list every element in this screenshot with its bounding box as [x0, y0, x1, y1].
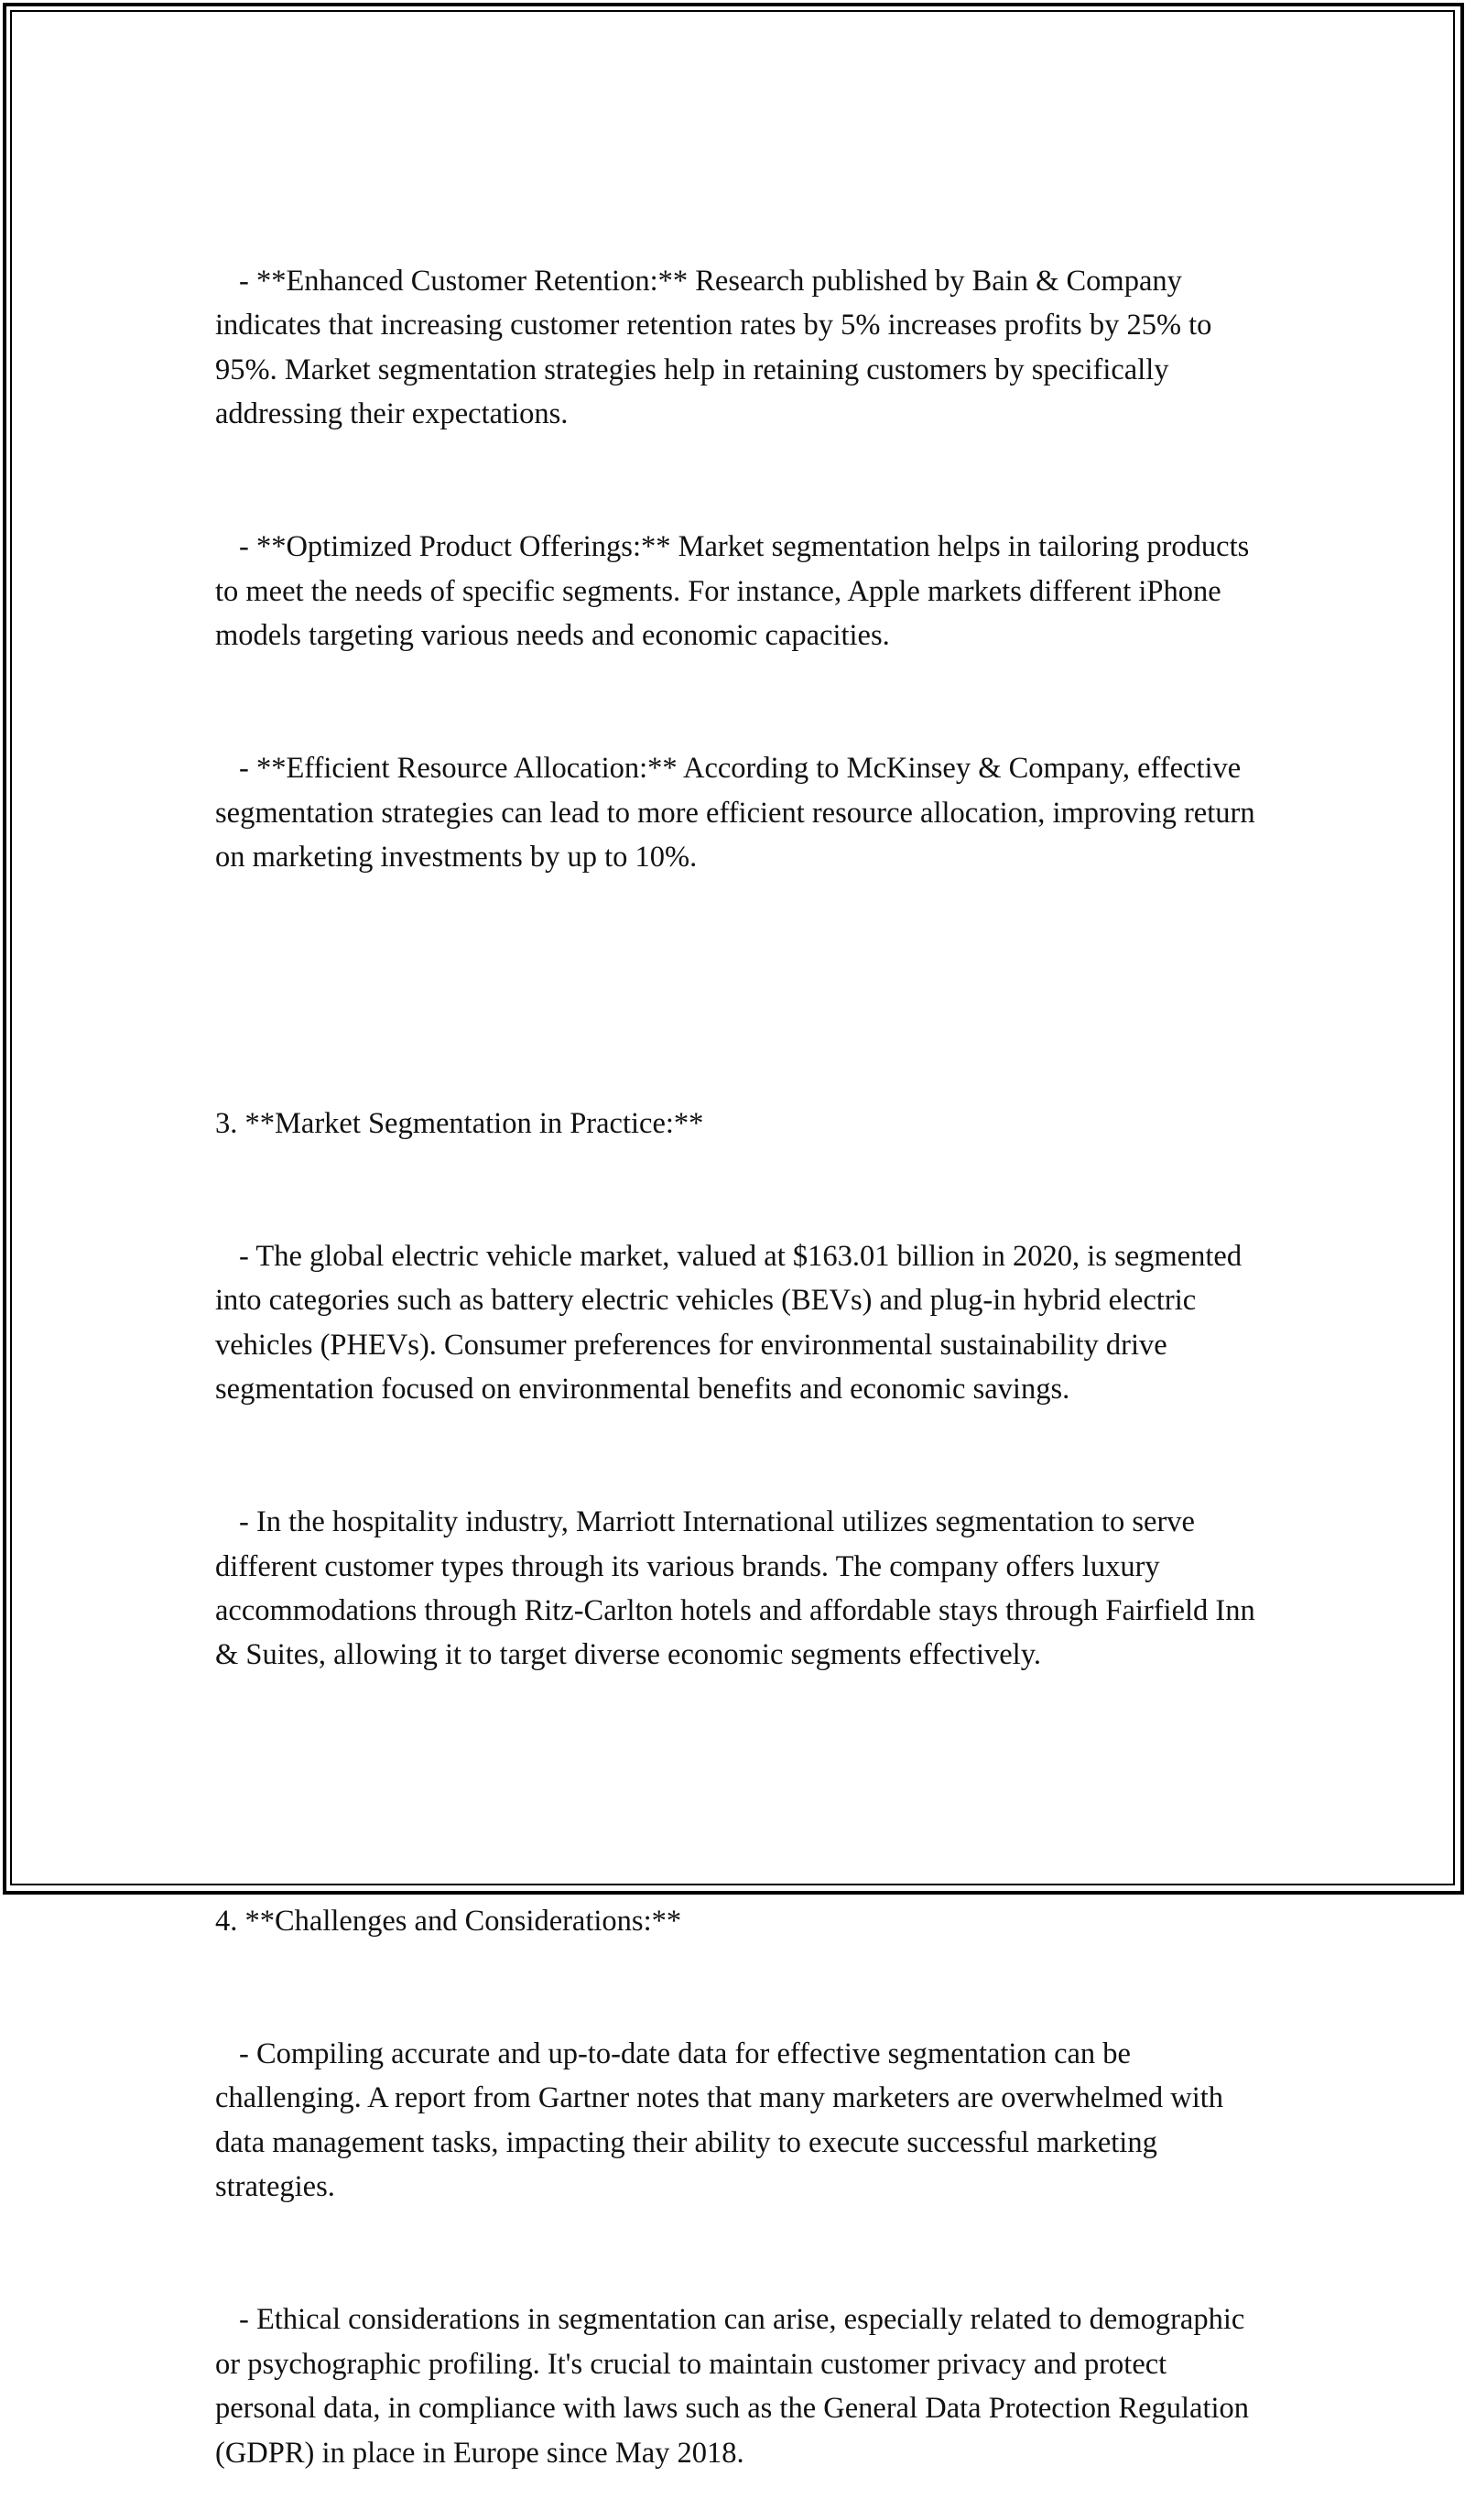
document-body [215, 170, 1263, 2520]
paragraph-gap [215, 968, 1259, 1012]
bullet-efficient-resource-allocation: - **Efficient Resource Allocation:** According to McKinsey & Company, effective segmentation strategies can lead to more efficient resource allocation, improving return on marketing investments by up to 10%. [215, 752, 1263, 874]
bullet-optimized-product-offerings: - **Optimized Product Offerings:** Market segmentation helps in tailoring products to meet the needs of specific segments. For instance, Apple markets different iPhone models targeting various needs and economic capacities. [215, 530, 1257, 653]
bullet-enhanced-customer-retention: - **Enhanced Customer Retention:** Research published by Bain & Company indicates that increasing customer retention rates by 5% increases profits by 25% to 95%. Market segmentation strategies help in retaining customers by specifically addressing their expectations. [215, 264, 1220, 431]
bullet-ethical-considerations: - Ethical considerations in segmentation can arise, especially related to demographic or psychographic profiling. It's crucial to maintain customer privacy and protect personal data, in compliance with laws such as the General Data Protection Regulation (GDPR) in place in Europe since May 2018. [215, 2303, 1257, 2470]
section-heading-market-segmentation-in-practice: 3. **Market Segmentation in Practice:** [215, 1106, 704, 1140]
paragraph-gap [215, 1766, 1259, 1810]
bullet-hospitality-industry: - In the hospitality industry, Marriott International utilizes segmentation to serve different customer types through its various brands. The company offers luxury accommodations through Ritz-Carlton hotels and affordable stays through Fairfield Inn & Suites, allowing it to target diverse economic segments effectively. [215, 1505, 1263, 1672]
bullet-electric-vehicle-market: - The global electric vehicle market, valued at $163.01 billion in 2020, is segmented into categories such as battery electric vehicles (BEVs) and plug-in hybrid electric vehicles (PHEVs). Consumer preferences for environmental sustainability drive segmentation focused on environmental benefits and economic savings. [215, 1239, 1250, 1406]
section-heading-challenges-and-considerations: 4. **Challenges and Considerations:** [215, 1904, 682, 1938]
bullet-compiling-accurate-data: - Compiling accurate and up-to-date data for effective segmentation can be challenging. A report from Gartner notes that many marketers are overwhelmed with data management tasks, impacting their ability to execute successful marketing strategies. [215, 2037, 1232, 2204]
